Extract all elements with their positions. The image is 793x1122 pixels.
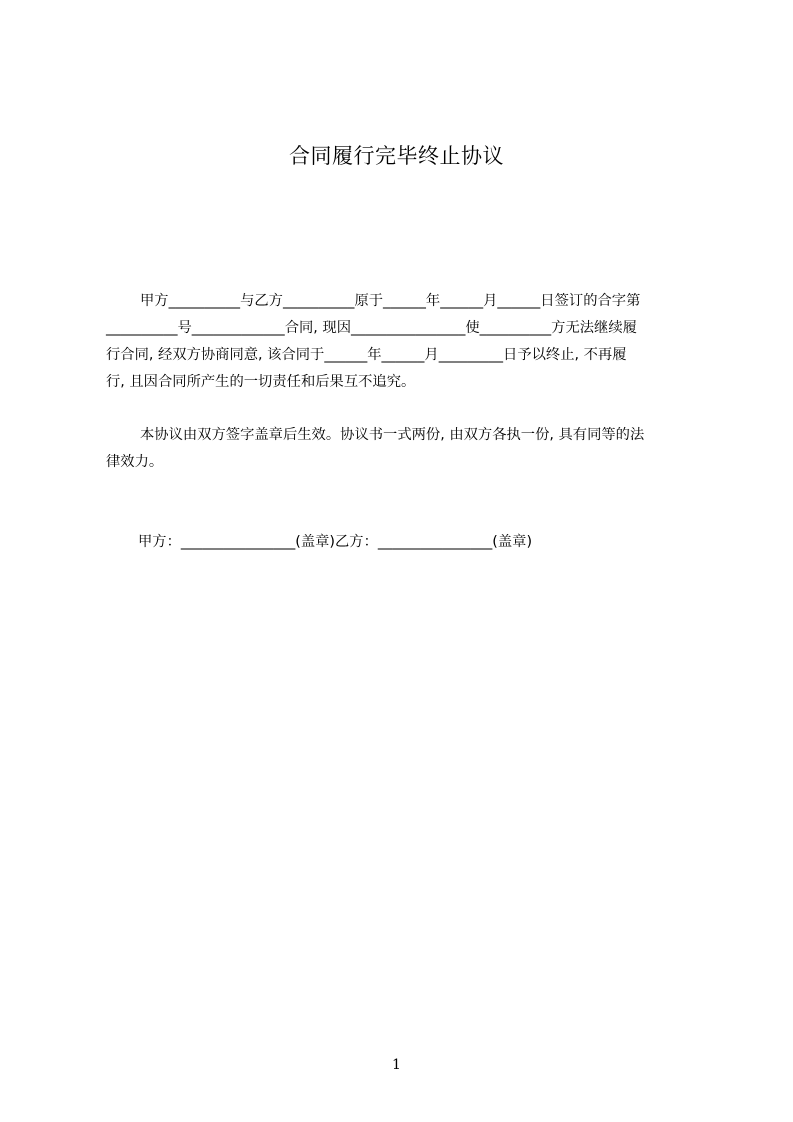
page-number: 1	[392, 1057, 401, 1073]
document-title: 合同履行完毕终止协议	[289, 144, 504, 168]
signature-line: 甲方：________________(盖章)乙方：________________(盖章)	[138, 534, 533, 550]
paragraph-2-line-2: 律效力。	[106, 454, 164, 470]
paragraph-1-line-2: __________号_____________合同, 现因________________使__________方无法继续履	[106, 320, 637, 336]
paragraph-1-line-3: 行合同, 经双方协商同意, 该合同于______年______月_________日予以终止, 不再履	[106, 347, 627, 363]
paragraph-1-line-1: 甲方__________与乙方__________原于______年______月______日签订的合字第	[140, 293, 641, 309]
paragraph-1-line-4: 行, 且因合同所产生的一切责任和后果互不追究。	[106, 374, 416, 390]
paragraph-2-line-1: 本协议由双方签字盖章后生效。协议书一式两份, 由双方各执一份, 具有同等的法	[140, 427, 645, 443]
